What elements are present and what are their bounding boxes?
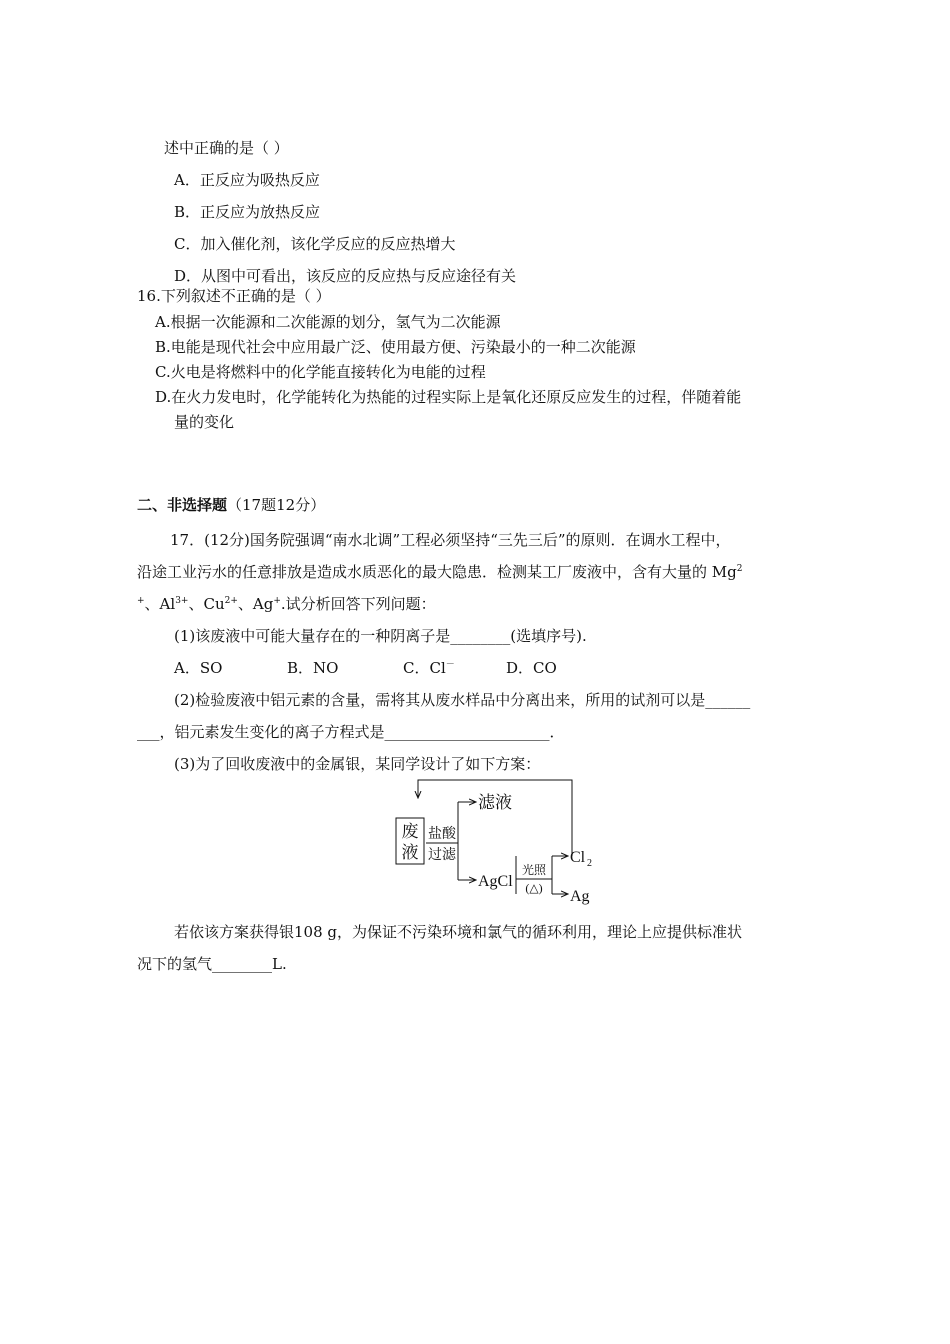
q15-option-d: D．从图中可看出，该反应的反应热与反应途径有关 — [174, 267, 517, 285]
q15-option-c: C．加入催化剂，该化学反应的反应热增大 — [174, 235, 456, 253]
ion-ag: 、Ag — [237, 595, 274, 613]
section-heading — [137, 495, 325, 515]
ion-cu: 、Cu — [188, 595, 225, 613]
q16-option-c: C.火电是将燃料中的化学能直接转化为电能的过程 — [155, 363, 486, 381]
section-title: 二、非选择题 — [137, 496, 228, 514]
recycle-arrow — [418, 780, 572, 856]
q16-stem: 16.下列叙述不正确的是（ ） — [137, 287, 331, 305]
product-filtrate: 滤液 — [478, 793, 512, 812]
q16-option-d-continued: 量的变化 — [174, 413, 235, 431]
q17-line-2-text: 沿途工业污水的任意排放是造成水质恶化的最大隐患．检测某工厂废液中，含有大量的 Mg — [137, 563, 737, 581]
q15-option-b: B．正反应为放热反应 — [174, 203, 321, 221]
q16-option-d: D.在火力发电时，化学能转化为热能的过程实际上是氧化还原反应发生的过程，伴随着能 — [155, 388, 742, 406]
q17-sub1: (1)该废液中可能大量存在的一种阴离子是________(选填序号). — [174, 627, 587, 645]
q17-sub1-option-d: D．CO — [506, 659, 557, 677]
ion-ag-charge: + — [273, 596, 281, 606]
q17-line-2-sup: 2 — [736, 564, 743, 574]
reagent-filter: 过滤 — [428, 848, 456, 863]
section-note: （17题12分） — [227, 496, 326, 514]
q17-sub1-option-c-charge: － — [445, 660, 455, 670]
ion-al-charge: 3+ — [175, 596, 189, 606]
q17-final-line-2: 况下的氢气________L. — [137, 955, 287, 973]
q17-sub1-option-c-text: C．Cl — [403, 659, 446, 677]
ion-mg-charge: + — [137, 596, 145, 606]
waste-box-char-2: 液 — [401, 843, 419, 862]
q17-sub2-line-2: ___，铝元素发生变化的离子方程式是______________________． — [137, 723, 565, 741]
q17-line-2 — [137, 562, 742, 582]
q16-option-b: B.电能是现代社会中应用最广泛、使用最方便、污染最小的一种二次能源 — [155, 338, 636, 356]
q15-stem: 述中正确的是（ ） — [164, 139, 289, 157]
silver-recovery-flow-diagram — [390, 770, 630, 910]
q15-option-a: A．正反应为吸热反应 — [174, 171, 320, 189]
q17-line-3 — [137, 594, 436, 614]
q16-option-a: A.根据一次能源和二次能源的划分，氢气为二次能源 — [155, 313, 501, 331]
output-cl-subscript: 2 — [587, 858, 592, 869]
reagent-hcl: 盐酸 — [428, 827, 456, 842]
output-ag: Ag — [570, 888, 590, 905]
q17-sub1-option-c — [403, 658, 455, 678]
q17-sub3: (3)为了回收废液中的金属银，某同学设计了如下方案： — [174, 755, 541, 773]
waste-box-char-1: 废 — [401, 822, 419, 841]
condition-heat: (△) — [525, 881, 543, 895]
q17-sub1-option-b: B．NO — [287, 659, 339, 677]
q17-line-1: 17．(12分)国务院强调“南水北调”工程必须坚持“三先三后”的原则．在调水工程中， — [170, 531, 731, 549]
ion-cu-charge: 2+ — [224, 596, 238, 606]
condition-light: 光照 — [521, 863, 547, 877]
product-agcl: AgCl — [478, 873, 513, 890]
q17-sub1-option-a: A．SO — [174, 659, 223, 677]
output-cl: Cl — [570, 849, 586, 866]
q17-sub2-line-1: (2)检验废液中铝元素的含量，需将其从废水样品中分离出来，所用的试剂可以是______ — [174, 691, 751, 709]
q17-final-line-1: 若依该方案获得银108 g，为保证不污染环境和氯气的循环利用，理论上应提供标准状 — [174, 923, 743, 941]
q17-line-3-tail: .试分析回答下列问题： — [280, 595, 436, 613]
ion-al: 、Al — [144, 595, 176, 613]
